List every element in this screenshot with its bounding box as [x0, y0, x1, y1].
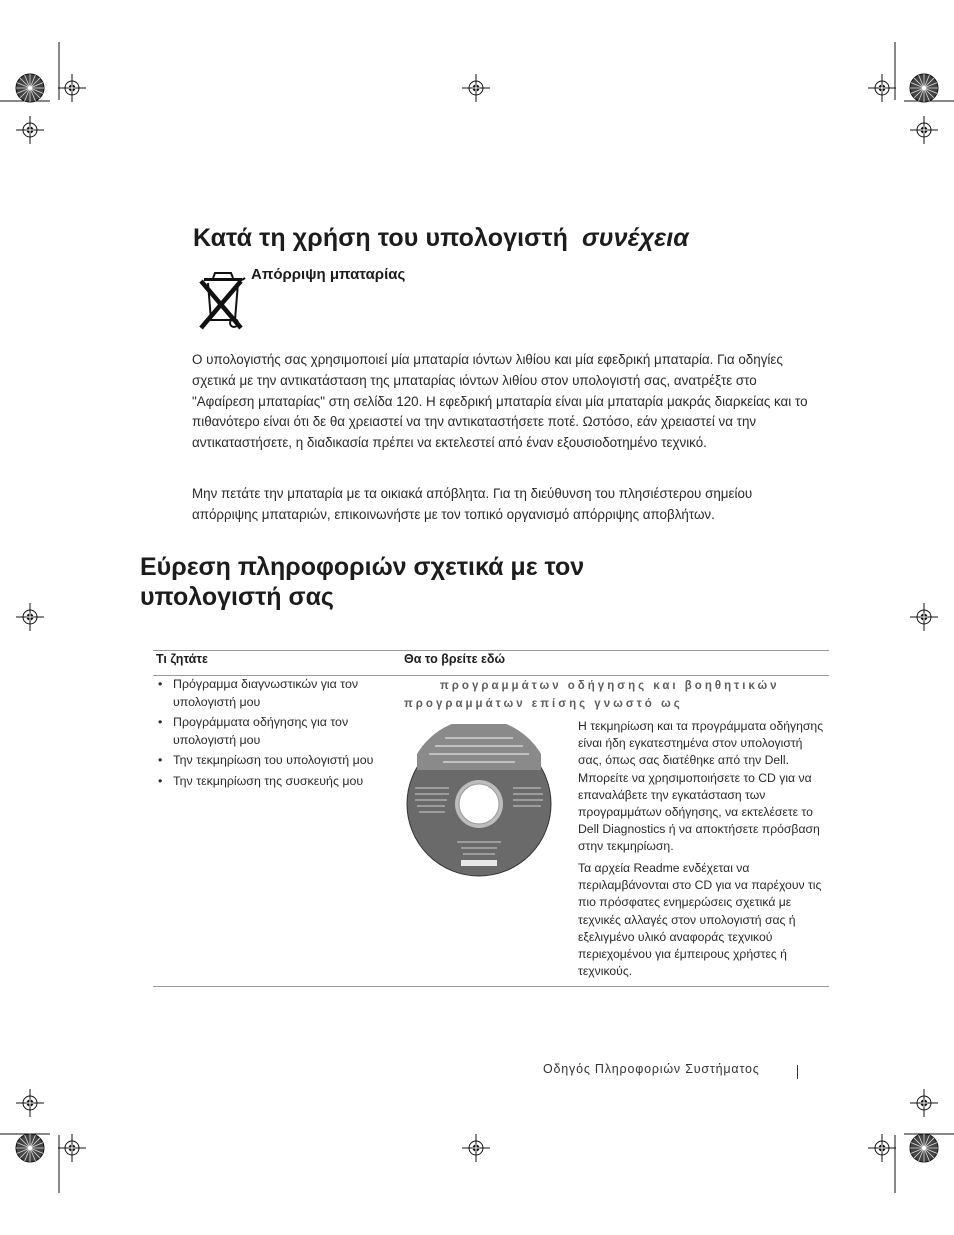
list-item: • Την τεκμηρίωση της συσκευής μου — [158, 773, 390, 791]
table-top-rule — [153, 650, 829, 651]
crossed-out-wheelie-bin-icon — [195, 268, 251, 332]
page-title — [193, 224, 689, 253]
list-item: • Πρόγραμμα διαγνωστικών για τον υπολογιστή μου — [158, 676, 390, 711]
list-item: • Την τεκμηρίωση του υπολογιστή μου — [158, 752, 390, 770]
cd-title-line-2: προγραμμάτων επίσης γνωστό ως — [404, 698, 683, 710]
page-title-continued: συνέχεια — [582, 224, 689, 252]
footer-title: Οδηγός Πληροφοριών Συστήματος — [543, 1062, 760, 1076]
lookup-list — [158, 676, 390, 793]
battery-paragraph-1: Ο υπολογιστής σας χρησιμοποιεί μία μπαταρία ιόντων λιθίου και μία εφεδρική μπαταρία. Για οδηγίες σχετικά με την αντικατάσταση της μπαταρίας ιόντων λιθίου στον υπολογιστή σας, ανατρέξτε στο "Αφαίρεση μπαταρίας" στη σελίδα 120. Η εφεδρική μπαταρία είναι μία μπαταρία μακράς διαρκείας και το πιθανότερο είναι ότι δε θα χρειαστεί να την αντικαταστήσετε ποτέ. Ωστόσο, εάν χρειαστεί να την αντικαταστήσετε, η διαδικασία πρέπει να εκτελεστεί από έναν εξουσιοδοτημένο τεχνικό. — [192, 352, 808, 451]
table-header-what: Τι ζητάτε — [156, 652, 208, 666]
battery-disposal-heading: Απόρριψη μπαταρίας — [251, 266, 406, 283]
footer-separator — [797, 1065, 798, 1079]
cd-description-1: Η τεκμηρίωση και τα προγράμματα οδήγησης είναι ήδη εγκατεστημένα στον υπολογιστή σας, όπως σας διατέθηκε από την Dell. Μπορείτε να χρησιμοποιήσετε το CD για να επαναλάβετε την εγκατάσταση των προγραμμάτων οδήγησης, να εκτελέσετε το Dell Diagnostics ή να αποκτήσετε πρόσβαση στην τεκμηρίωση. — [578, 719, 824, 854]
table-bottom-rule — [153, 986, 829, 987]
table-header-where: Θα το βρείτε εδώ — [404, 652, 506, 666]
info-section-heading: Εύρεση πληροφοριών σχετικά με τον υπολογιστή σας — [140, 553, 585, 611]
cd-title-line-1: προγραμμάτων οδήγησης και βοηθητικών — [440, 680, 780, 692]
drivers-and-utilities-cd-icon — [405, 724, 553, 884]
cd-title — [404, 677, 824, 713]
page-title-main: Κατά τη χρήση του υπολογιστή — [193, 224, 568, 252]
cd-description-2: Τα αρχεία Readme ενδέχεται να περιλαμβάνονται στο CD για να παρέχουν τις πιο πρόσφατες ενημερώσεις σχετικά με τεχνικές αλλαγές στον υπολογιστή σας ή εξελιγμένο υλικό αναφοράς τεχνικού περιεχομένου για έμπειρους χρήστες ή τεχνικούς. — [578, 861, 822, 979]
list-item: • Προγράμματα οδήγησης για τον υπολογιστή μου — [158, 714, 390, 749]
battery-paragraph-2: Μην πετάτε την μπαταρία με τα οικιακά απόβλητα. Για τη διεύθυνση του πλησιέστερου σημείου απόρριψης μπαταριών, επικοινωνήστε με τον τοπικό οργανισμό απόρριψης αποβλήτων. — [192, 486, 753, 522]
